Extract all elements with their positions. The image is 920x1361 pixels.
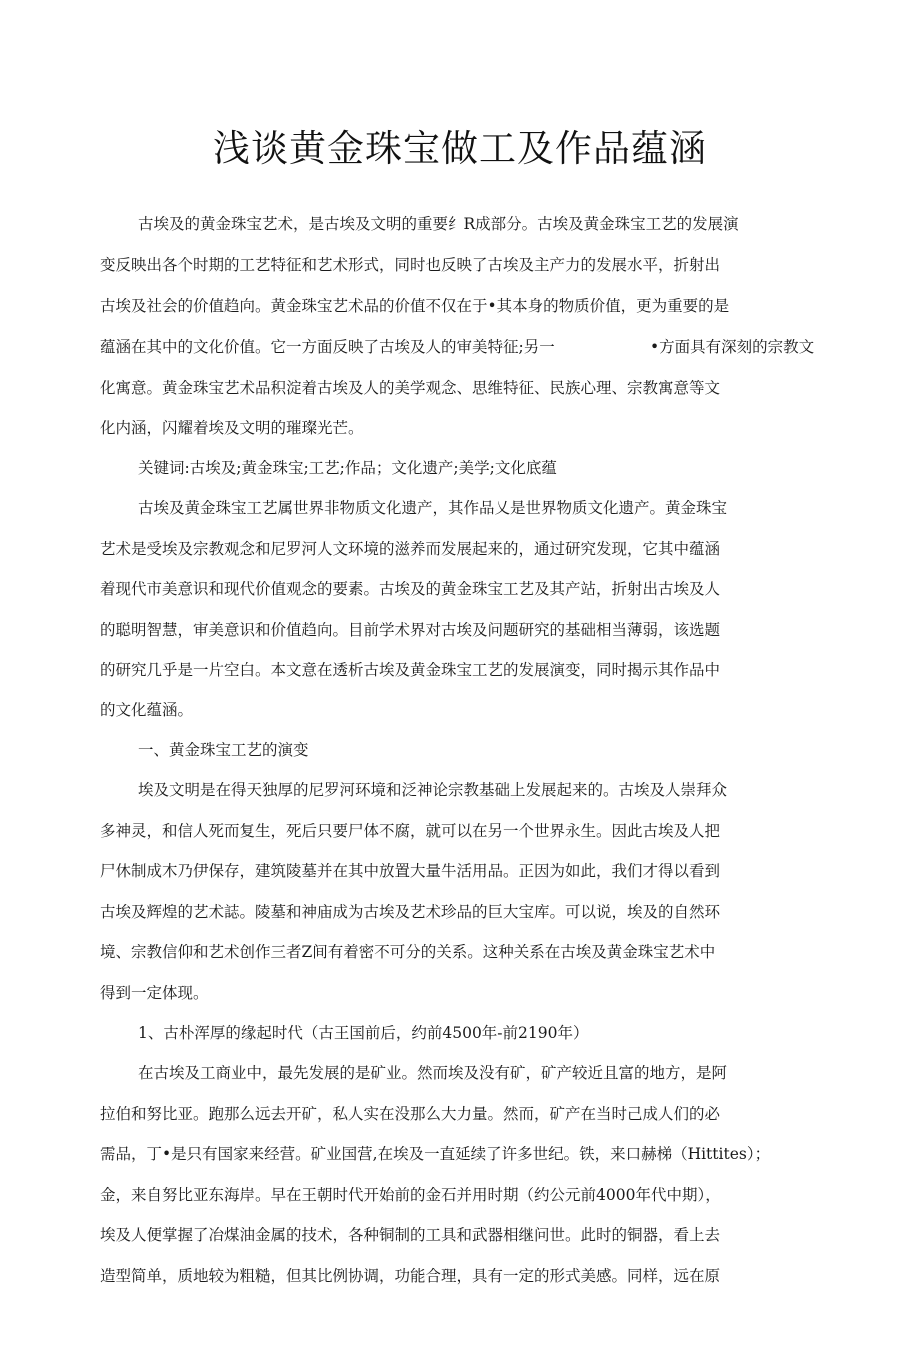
paragraph-line: 古埃及的黄金珠宝艺术，是古埃及文明的重要纟R成部分。古埃及黄金珠宝工艺的发展演	[138, 215, 739, 233]
paragraph-line: 埃及文明是在得天独厚的尼罗河环境和泛神论宗教基础上发展起来的。古埃及人崇拜众	[138, 781, 728, 799]
paragraph-line: 埃及人便掌握了冶煤油金属的技术，各种铜制的工具和武器相继问世。此时的铜器，看上去	[100, 1226, 721, 1244]
paragraph-line: 境、宗教信仰和艺术创作三者Z间有着密不可分的关系。这种关系在古埃及黄金珠宝艺术中	[100, 943, 716, 961]
document-title: 浅谈黄金珠宝做工及作品蕴涵	[213, 127, 707, 170]
paragraph-line: 古埃及黄金珠宝工艺属世界非物质文化遗产，其作品乂是世界物质文化遗产。黄金珠宝	[138, 499, 728, 517]
paragraph-line: 化内涵，闪耀着埃及文明的璀璨光芒。	[100, 419, 364, 437]
paragraph-line: 在古埃及工商业中，最先发展的是矿业。然而埃及没有矿，矿产较近且富的地方，是阿	[138, 1064, 728, 1082]
paragraph-line: 化寓意。黄金珠宝艺术品积淀着古埃及人的美学观念、思维特征、民族心理、宗教寓意等文	[100, 379, 721, 397]
paragraph-line: 的研究几乎是一片空白。本文意在透析古埃及黄金珠宝工艺的发展演变，同时揭示其作品中	[100, 661, 721, 679]
keywords-line: 关键词:古埃及;黄金珠宝;工艺;作品；文化遗产;美学;文化底蕴	[138, 459, 557, 477]
paragraph-line: 古埃及社会的价值趋向。黄金珠宝艺术品的价值不仅在于•其本身的物质价值，更为重要的是	[100, 297, 730, 315]
paragraph-line: 得到一定体现。	[100, 984, 209, 1002]
paragraph-line: 蕴涵在其中的文化价值。它一方面反映了古埃及人的审美特征;另一	[100, 338, 555, 356]
paragraph-line: 的文化蕴涵。	[100, 701, 194, 719]
paragraph-line: 变反映出各个时期的工艺特征和艺术形式，同时也反映了古埃及主产力的发展水平，折射出	[100, 256, 721, 274]
paragraph-line: 多神灵，和信人死而复生，死后只要尸体不腐，就可以在另一个世界永生。因此古埃及人把	[100, 822, 721, 840]
paragraph-line: 金，来自努比亚东海岸。早在王朝时代开始前的金石并用时期（约公元前4000年代中期），	[100, 1186, 721, 1204]
paragraph-line: 拉伯和努比亚。跑那么远去开矿，私人实在没那么大力量。然而，矿产在当时己成人们的必	[100, 1105, 721, 1123]
paragraph-line: 尸休制成木乃伊保存，建筑陵墓并在其中放置大量牛活用品。正因为如此，我们才得以看到	[100, 862, 721, 880]
section-heading: 一、黄金珠宝工艺的演变	[138, 741, 309, 759]
paragraph-line: 需品，丁•是只有国家来经营。矿业国营,在埃及一直延续了许多世纪。铁，来口赫梯（Hittites）；	[100, 1145, 771, 1163]
paragraph-line: 着现代市美意识和现代价值观念的要素。古埃及的黄金珠宝工艺及其产站，折射出古埃及人	[100, 580, 721, 598]
paragraph-line: 造型简单，质地较为粗糙，但其比例协调，功能合理，具有一定的形式美感。同样，远在原	[100, 1267, 721, 1285]
paragraph-line: 古埃及辉煌的艺术誌。陵墓和神庙成为古埃及艺术珍品的巨大宝库。可以说，埃及的自然环	[100, 903, 721, 921]
paragraph-line: •方面具有深刻的宗教文	[650, 338, 815, 356]
paragraph-line: 的聪明智慧，审美意识和价值趋向。目前学术界对古埃及问题研究的基础相当薄弱，该选题	[100, 621, 721, 639]
paragraph-line: 艺术是受埃及宗教观念和尼罗河人文环境的滋养而发展起来的，通过研究发现，它其中蕴涵	[100, 540, 721, 558]
subsection-heading: 1、古朴浑厚的缘起时代（古王国前后，约前4500年-前2190年）	[138, 1024, 589, 1042]
